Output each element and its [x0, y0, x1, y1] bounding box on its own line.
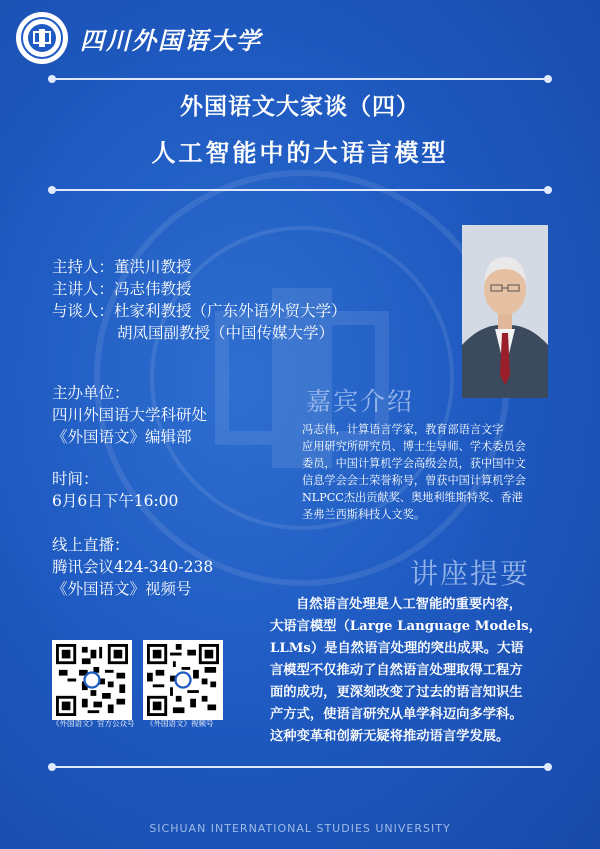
abstract-line: LLMs）是自然语言处理的突出成果。大语 [270, 641, 524, 656]
abstract-line: 产方式，使语言研究从单学科迈向多学科。 [270, 707, 523, 722]
qr-code-video-channel[interactable] [143, 640, 223, 720]
qr-caption-video-channel: 《外国语文》视频号 [146, 719, 214, 728]
time-label: 时间： [52, 470, 99, 488]
livestream-label: 线上直播： [52, 536, 130, 554]
abstract-line: 面的成功，更深刻改变了过去的语言知识生 [270, 685, 523, 700]
lecture-title: 人工智能中的大语言模型 [151, 138, 449, 167]
time-value: 6月6日下午16:00 [52, 492, 179, 510]
university-logo [16, 12, 68, 64]
header [16, 12, 262, 64]
speaker-label: 主讲人： [52, 280, 115, 298]
university-name: 四川外国语大学 [80, 25, 262, 55]
bio-line: 委员，中国计算机学会高级会员，获中国中文 [302, 457, 526, 470]
footer-university-name: SICHUAN INTERNATIONAL STUDIES UNIVERSITY [149, 822, 451, 835]
panelist-2: 胡凤国副教授（中国传媒大学） [117, 324, 335, 342]
speaker-photo [462, 225, 548, 398]
lecture-abstract [270, 594, 552, 748]
qr-code-official-account[interactable] [52, 640, 132, 720]
abstract-line: 这种变革和创新无疑将推动语言学发展。 [270, 729, 510, 744]
speaker-name: 冯志伟教授 [114, 280, 192, 298]
panel-row [52, 300, 347, 322]
bottom-divider [52, 766, 548, 768]
organizer-line2: 《外国语文》编辑部 [52, 428, 192, 446]
event-series-title: 外国语文大家谈（四） [180, 93, 420, 120]
bio-line: 冯志伟，计算语言学家，教育部语言文字 [302, 423, 504, 436]
organizer-label: 主办单位： [52, 384, 130, 402]
abstract-line: 言模型不仅推动了自然语言处理取得工程方 [270, 663, 523, 678]
speaker-row [52, 278, 192, 300]
lecture-summary-heading: 讲座提要 [410, 557, 531, 590]
organizer-line1: 四川外国语大学科研处 [52, 406, 208, 424]
bio-line: 信息学会会士荣誉称号，曾获中国计算机学会 [302, 474, 526, 487]
panelist-1: 杜家利教授（广东外语外贸大学） [114, 302, 347, 320]
panel-label: 与谈人： [52, 302, 115, 320]
abstract-line: 自然语言处理是人工智能的重要内容， [296, 597, 523, 612]
qr-code-icon [56, 644, 128, 716]
university-watermark-emblem [92, 168, 512, 588]
speaker-portrait-illustration [462, 225, 548, 398]
host-label: 主持人： [52, 258, 115, 276]
guest-intro-heading: 嘉宾介绍 [306, 387, 415, 416]
livestream-channel: 《外国语文》视频号 [52, 580, 192, 598]
title-divider [52, 189, 548, 191]
top-divider [52, 78, 548, 80]
abstract-line: 大语言模型（Large Language Models， [270, 619, 542, 634]
qr-caption-official-account: 《外国语文》官方公众号 [52, 719, 135, 728]
guest-bio [302, 421, 554, 523]
host-row [52, 256, 192, 278]
bio-line: 应用研究所研究员、博士生导师、学术委员会 [302, 440, 526, 453]
host-name: 董洪川教授 [114, 258, 192, 276]
qr-code-icon [147, 644, 219, 716]
bio-line: NLPCC杰出贡献奖、奥地利维斯特奖、香港 [302, 491, 523, 504]
livestream-meeting: 腾讯会议424-340-238 [52, 558, 214, 576]
bio-line: 圣弗兰西斯科技人文奖。 [302, 508, 426, 521]
university-emblem-icon [20, 16, 64, 60]
